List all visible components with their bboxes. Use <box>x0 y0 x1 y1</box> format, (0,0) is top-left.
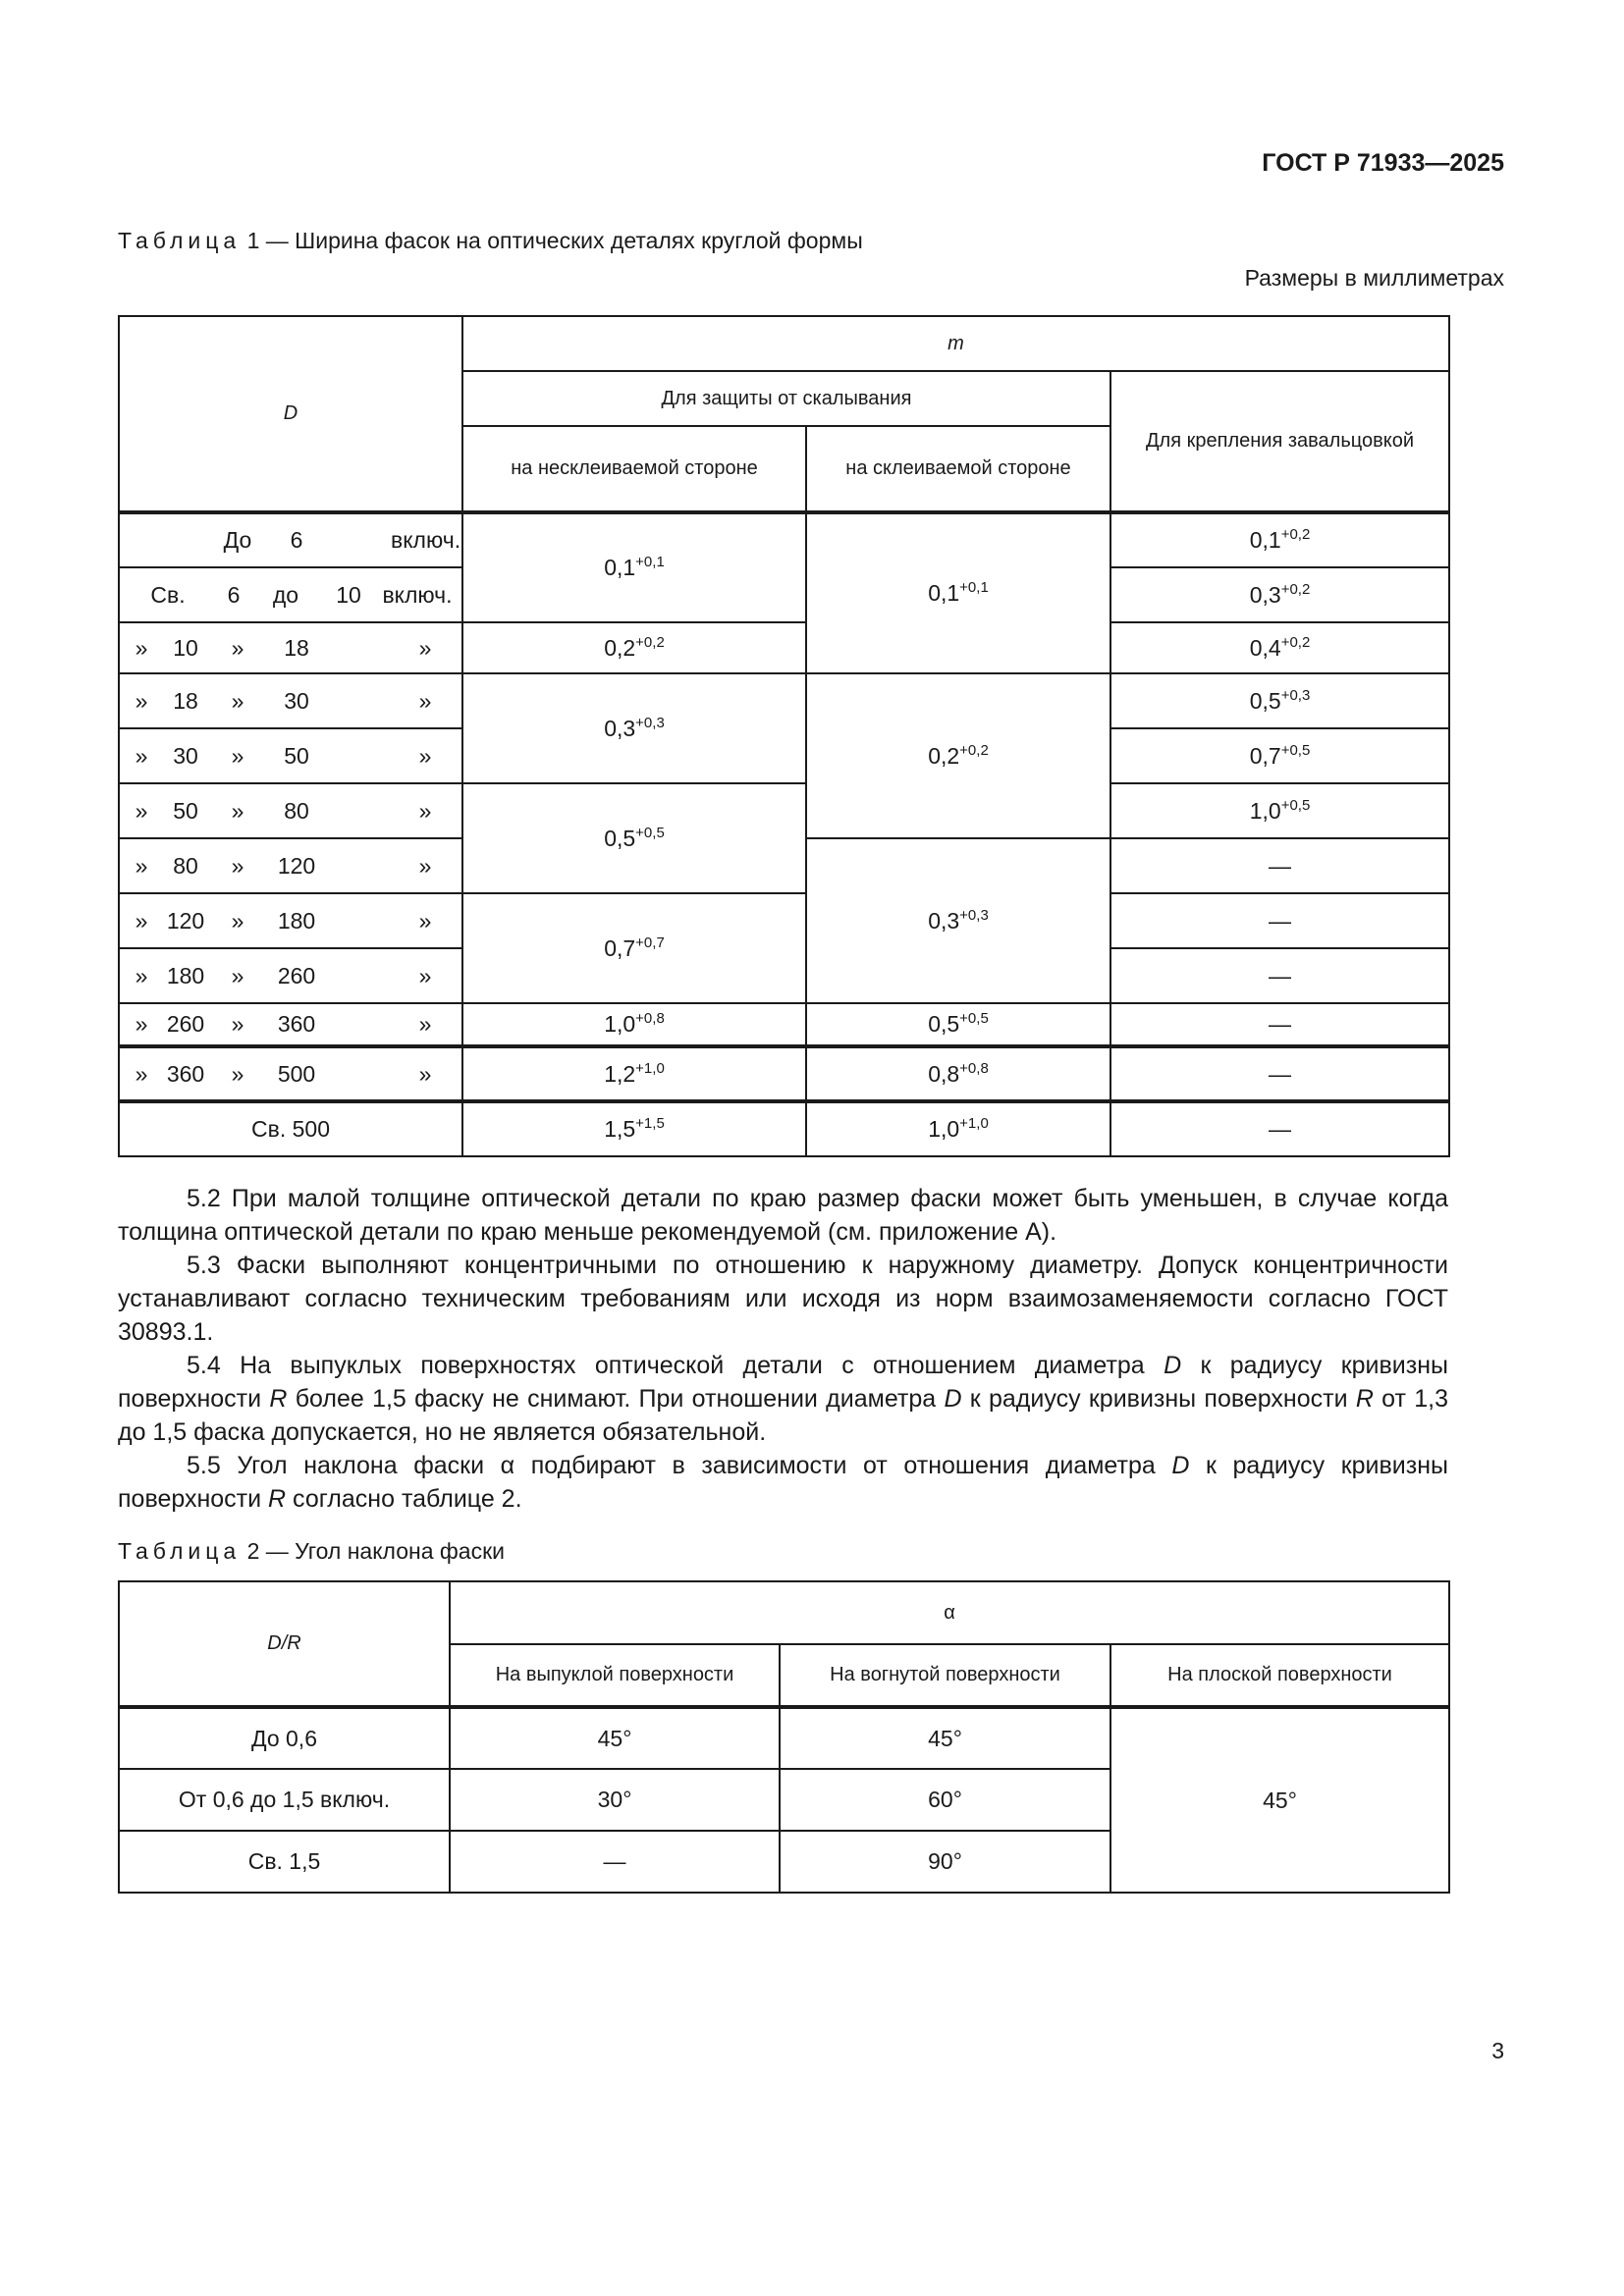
t1-glued-cell: $0,2^{+0,2}$ <box>806 673 1110 838</box>
t2-concave-cell: 60° <box>780 1769 1110 1831</box>
t1-rolling-cell: $0,5^{+0,3}$ <box>1110 673 1449 728</box>
t1-non-glued-cell: $1,2^{+1,0}$ <box>462 1046 806 1101</box>
table1-caption-word: Таблица <box>118 228 242 253</box>
t1-glued-cell: $1,0^{+1,0}$ <box>806 1101 1110 1156</box>
t1-rolling-cell: $0,7^{+0,5}$ <box>1110 728 1449 783</box>
paragraph-5-2: 5.2 При малой толщине оптической детали по краю размер фаски может быть уменьшен, в случае когда толщина оптической детали по краю меньше рекомендуемой (см. приложение А). <box>118 1185 1448 1246</box>
t2-head-concave: На вогнутой поверхности <box>780 1644 1110 1707</box>
t1-non-glued-cell: $1,5^{+1,5}$ <box>462 1101 806 1156</box>
table1-caption <box>118 228 863 254</box>
t1-d-row: » 30 » 50 » <box>119 728 462 783</box>
t1-d-row: До 6 включ. <box>119 512 462 567</box>
page-number: 3 <box>1491 2038 1504 2063</box>
table1 <box>118 315 1450 1157</box>
t1-rolling-cell: — <box>1110 1101 1449 1156</box>
t1-head-rolling: Для крепления завальцовкой <box>1110 371 1449 512</box>
t1-non-glued-cell: $0,1^{+0,1}$ <box>462 512 806 622</box>
t1-d-row: » 18 » 30 » <box>119 673 462 728</box>
document-id: ГОСТ Р 71933—2025 <box>1262 149 1504 177</box>
t1-d-row: » 50 » 80 » <box>119 783 462 838</box>
t1-d-row: Св. 6 до 10 включ. <box>119 567 462 622</box>
t1-non-glued-cell: $1,0^{+0,8}$ <box>462 1003 806 1046</box>
t1-glued-cell: $0,1^{+0,1}$ <box>806 512 1110 673</box>
t1-head-d: D <box>119 316 462 512</box>
table2-caption-word: Таблица <box>118 1538 242 1564</box>
t1-head-protect: Для защиты от скалывания <box>462 371 1110 426</box>
t1-d-row: » 10 » 18 » <box>119 622 462 673</box>
t2-head-flat: На плоской поверхности <box>1110 1644 1449 1707</box>
t1-d-row: » 360 » 500 » <box>119 1046 462 1101</box>
paragraph-5-5: 5.5 Угол наклона фаски α подбирают в зависимости от отношения диаметра D к радиусу кривизны поверхности R согласно таблице 2. <box>118 1452 1448 1513</box>
t1-non-glued-cell: $0,5^{+0,5}$ <box>462 783 806 893</box>
paragraph-5-4: 5.4 На выпуклых поверхностях оптической детали с отношением диаметра D к радиусу кривизны поверхности R более 1,5 фаску не снимают. При отношении диаметра D к радиусу кривизны поверхности R от 1,3 до 1,5 фаска допускается, но не является обязательной. <box>118 1352 1448 1446</box>
t1-rolling-cell: — <box>1110 948 1449 1003</box>
t2-dr-cell: От 0,6 до 1,5 включ. <box>119 1769 450 1831</box>
t1-d-row: » 180 » 260 » <box>119 948 462 1003</box>
t1-d-row-last: Св. 500 <box>119 1101 462 1156</box>
t2-flat-cell: 45° <box>1110 1707 1449 1893</box>
t2-dr-cell: Св. 1,5 <box>119 1831 450 1893</box>
t2-dr-cell: До 0,6 <box>119 1707 450 1769</box>
t1-glued-cell: $0,5^{+0,5}$ <box>806 1003 1110 1046</box>
table1-units-note: Размеры в миллиметрах <box>1244 265 1504 291</box>
t1-glued-cell: $0,3^{+0,3}$ <box>806 838 1110 1003</box>
t2-concave-cell: 90° <box>780 1831 1110 1893</box>
table2-caption-text: 2 — Угол наклона фаски <box>241 1538 505 1564</box>
table1-caption-text: 1 — Ширина фасок на оптических деталях круглой формы <box>241 228 863 253</box>
t2-concave-cell: 45° <box>780 1707 1110 1769</box>
t1-rolling-cell: $0,3^{+0,2}$ <box>1110 567 1449 622</box>
t1-rolling-cell: $0,1^{+0,2}$ <box>1110 512 1449 567</box>
t1-glued-cell: $0,8^{+0,8}$ <box>806 1046 1110 1101</box>
table2-caption <box>118 1538 505 1565</box>
t1-rolling-cell: $1,0^{+0,5}$ <box>1110 783 1449 838</box>
table2 <box>118 1580 1450 1894</box>
t1-rolling-cell: — <box>1110 1046 1449 1101</box>
t1-d-row: » 260 » 360 » <box>119 1003 462 1046</box>
t2-head-dr: D/R <box>119 1581 450 1707</box>
t2-convex-cell: 30° <box>450 1769 780 1831</box>
t1-rolling-cell: $0,4^{+0,2}$ <box>1110 622 1449 673</box>
t1-head-m: m <box>462 316 1449 371</box>
t2-head-convex: На выпуклой поверхности <box>450 1644 780 1707</box>
paragraph-5-3: 5.3 Фаски выполняют концентричными по отношению к наружному диаметру. Допуск концентричности устанавливают согласно техническим требованиям или исходя из норм взаимозаменяемости согласно ГОСТ 30893.1. <box>118 1252 1448 1346</box>
t1-d-row: » 120 » 180 » <box>119 893 462 948</box>
t1-head-glued: на склеиваемой стороне <box>806 426 1110 512</box>
t1-rolling-cell: — <box>1110 893 1449 948</box>
t2-head-alpha: α <box>450 1581 1449 1644</box>
body-text <box>118 1182 1448 1516</box>
t1-non-glued-cell: $0,2^{+0,2}$ <box>462 622 806 673</box>
t1-d-row: » 80 » 120 » <box>119 838 462 893</box>
t1-rolling-cell: — <box>1110 1003 1449 1046</box>
t2-convex-cell: 45° <box>450 1707 780 1769</box>
t1-non-glued-cell: $0,3^{+0,3}$ <box>462 673 806 783</box>
t1-non-glued-cell: $0,7^{+0,7}$ <box>462 893 806 1003</box>
t1-rolling-cell: — <box>1110 838 1449 893</box>
t1-head-non-glued: на несклеиваемой стороне <box>462 426 806 512</box>
t2-convex-cell: — <box>450 1831 780 1893</box>
